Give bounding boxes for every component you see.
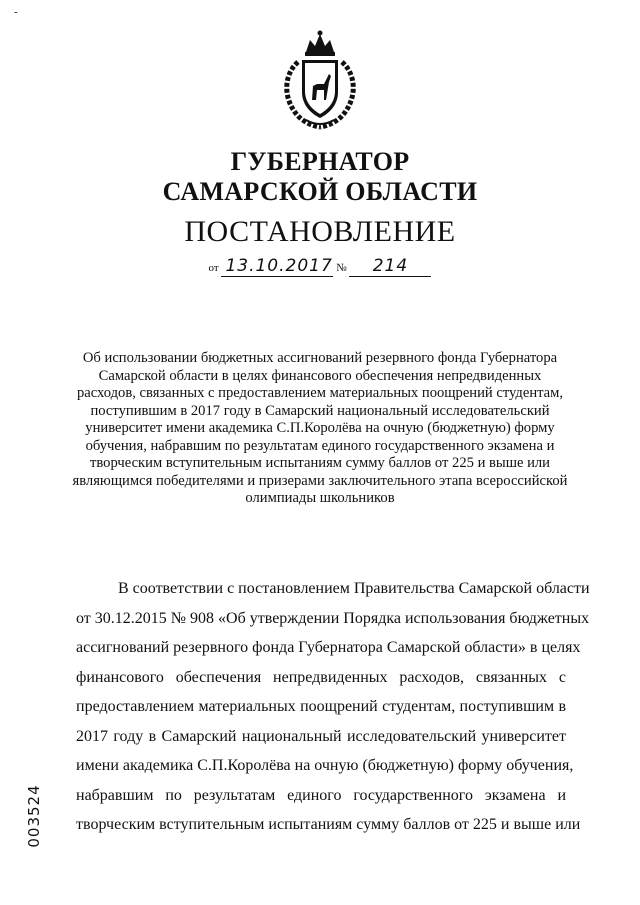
date-number-line — [0, 256, 640, 279]
body-line: творческим вступительным испытаниям сумму баллов от 225 и выше или — [76, 816, 581, 833]
number-prefix: № — [336, 262, 347, 274]
side-serial-number — [22, 772, 46, 860]
handwritten-date: 13.10.2017 — [221, 256, 333, 277]
body-line: имени академика С.П.Королёва на очную (бюджетную) форму обучения, — [76, 757, 574, 774]
region-title: САМАРСКОЙ ОБЛАСТИ — [162, 177, 478, 206]
document-body — [76, 574, 590, 840]
body-line: ассигнований резервного фонда Губернатора Самарской области» в целях — [76, 639, 581, 656]
body-line: предоставлением материальных поощрений студентам, поступившим в — [76, 698, 566, 715]
body-line: от 30.12.2015 № 908 «Об утверждении Порядка использования бюджетных — [76, 609, 590, 627]
body-line: В соответствии с постановлением Правительства Самарской области — [118, 580, 590, 597]
page-mark: - — [14, 6, 18, 18]
governor-title: ГУБЕРНАТОР — [230, 147, 410, 176]
handwritten-number: 214 — [349, 256, 431, 277]
coat-of-arms-emblem — [276, 28, 364, 130]
document-subject: Об использовании бюджетных ассигнований резервного фонда Губернатора Самарской области в целях финансового обеспечения непредвиденных расходов, связанных с предоставлением материальных поощрений студентам, поступившим в 2017 году в Самарский национальный исследовательский университет имени академика С.П.Королёва на очную (бюджетную) форму обучения, набравшим по результатам единого государственного экзамена и творческим вступительным испытаниям сумму баллов от 225 и выше или являющимся победителями и призерами заключительного этапа всероссийской олимпиады школьников — [72, 350, 568, 506]
body-line: набравшим по результатам единого государственного экзамена и — [76, 786, 566, 804]
date-prefix: от — [208, 262, 219, 274]
side-serial-number-text: 003524 — [25, 784, 43, 848]
document-type: ПОСТАНОВЛЕНИЕ — [184, 215, 456, 248]
body-line: финансового обеспечения непредвиденных расходов, связанных с — [76, 668, 566, 686]
body-line: 2017 году в Самарский национальный исследовательский университет — [76, 727, 566, 745]
